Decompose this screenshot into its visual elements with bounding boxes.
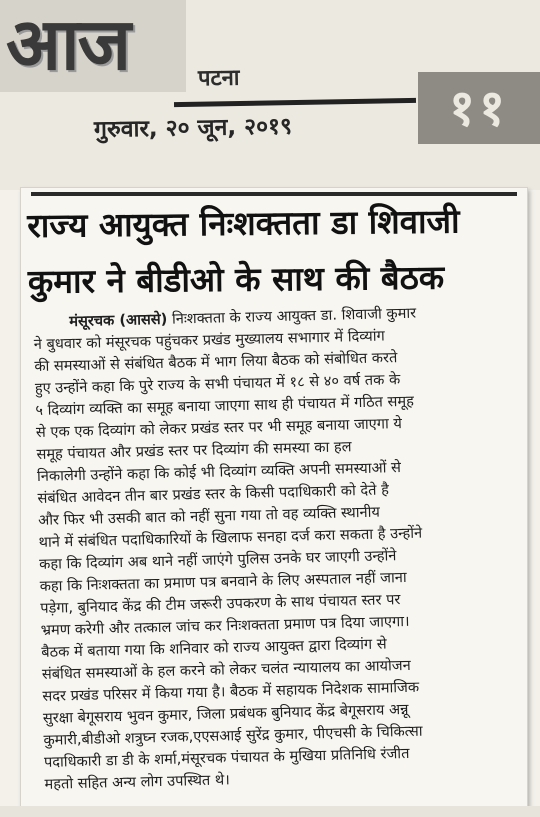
newspaper-masthead — [0, 0, 540, 190]
headline-line: कुमार ने बीडीओ के साथ की बैठक — [27, 257, 445, 301]
article-body — [33, 300, 529, 796]
body-line: सुरक्षा बेगूसराय भुवन कुमार, जिला प्रबंधक बुनियाद केंद्र बेगूसराय अन्नू — [42, 700, 409, 727]
edition-label: पटना — [197, 65, 240, 92]
body-line: संबंधित समस्याओं के हल करने को लेकर चलंत न्यायालय का आयोजन — [41, 656, 411, 683]
article-dateline: मंसूरचक (आससे) — [69, 310, 168, 331]
masthead-rule — [174, 98, 416, 107]
page-number-box — [418, 72, 540, 144]
body-line: ५ दिव्यांग व्यक्ति का समूह बनाया जाएगा साथ ही पंचायत में गठित समूह — [35, 392, 415, 419]
body-line: पड़ेगा, बुनियाद केंद्र की टीम जरूरी उपकरण के साथ पंचायत स्तर पर — [40, 591, 401, 617]
newspaper-logo — [0, 0, 186, 92]
body-line: कहा कि दिव्यांग अब थाने नहीं जाएंगे पुलिस उनके घर जाएगी उन्होंने — [38, 547, 397, 573]
body-line: हुए उन्होंने कहा कि पुरे राज्य के सभी पंचायत में १८ से ४० वर्ष तक के — [34, 371, 401, 397]
body-line: सदर प्रखंड परिसर में किया गया है। बैठक में सहायक निदेशक सामाजिक — [42, 678, 420, 705]
body-line: बैठक में बताया गया कि शनिवार को राज्य आयुक्त द्वारा दिव्यांग से — [41, 635, 387, 661]
page-number: ११ — [449, 79, 509, 137]
body-line: ने बुधवार को मंसूरचक पहुंचकर प्रखंड मुख्यालय सभागार में दिव्यांग — [33, 327, 385, 353]
body-line: और फिर भी उसकी बात को नहीं सुना गया तो वह व्यक्ति स्थानीय — [37, 503, 381, 529]
body-line: कुमारी,बीडीओ शत्रुघ्न रजक,एएसआई सुरेंद्र कुमार, पीएचसी के चिकित्सा — [43, 722, 423, 749]
article-headline — [27, 193, 524, 310]
headline-line: राज्य आयुक्त निःशक्तता डा शिवाजी — [27, 201, 460, 245]
body-line: कहा कि निःशक्तता का प्रमाण पत्र बनवाने के लिए अस्पताल नहीं जाना — [39, 568, 407, 595]
logo-text: आज — [6, 2, 130, 86]
body-line: संबंधित आवेदन तीन बार प्रखंड स्तर के किसी पदाधिकारी को देते है — [37, 481, 390, 507]
body-line-text: निःशक्तता के राज्य आयुक्त डा. शिवाजी कुमार — [171, 304, 417, 328]
body-line: महतो सहित अन्य लोग उपस्थित थे। — [44, 771, 230, 793]
background-strip — [0, 806, 540, 817]
body-line: पदाधिकारी डा डी के शर्मा,मंसूरचक पंचायत के मुखिया प्रतिनिधि रंजीत — [43, 744, 410, 771]
body-line: थाने में संबंधित पदाधिकारियों के खिलाफ सनहा दर्ज करा सकता है उन्होंने — [38, 524, 423, 551]
body-line: से एक एक दिव्यांग को लेकर प्रखंड स्तर पर भी समूह बनाया जाएगा ये — [35, 415, 403, 441]
article-clipping — [20, 187, 528, 808]
body-line: भ्रमण करेगी और तत्काल जांच कर निःशक्तता प्रमाण पत्र दिया जाएगा। — [40, 612, 410, 639]
body-line: समूह पंचायत और प्रखंड स्तर पर दिव्यांग की समस्या का हल — [36, 438, 352, 463]
body-line: निकालेगी उन्होंने कहा कि कोई भी दिव्यांग व्यक्ति अपनी समस्याओं से — [36, 459, 402, 485]
body-line: की समस्याओं से संबंधित बैठक में भाग लिया बैठक को संबोधित करते — [34, 349, 398, 375]
publication-date: गुरुवार, २० जून, २०१९ — [93, 113, 293, 143]
